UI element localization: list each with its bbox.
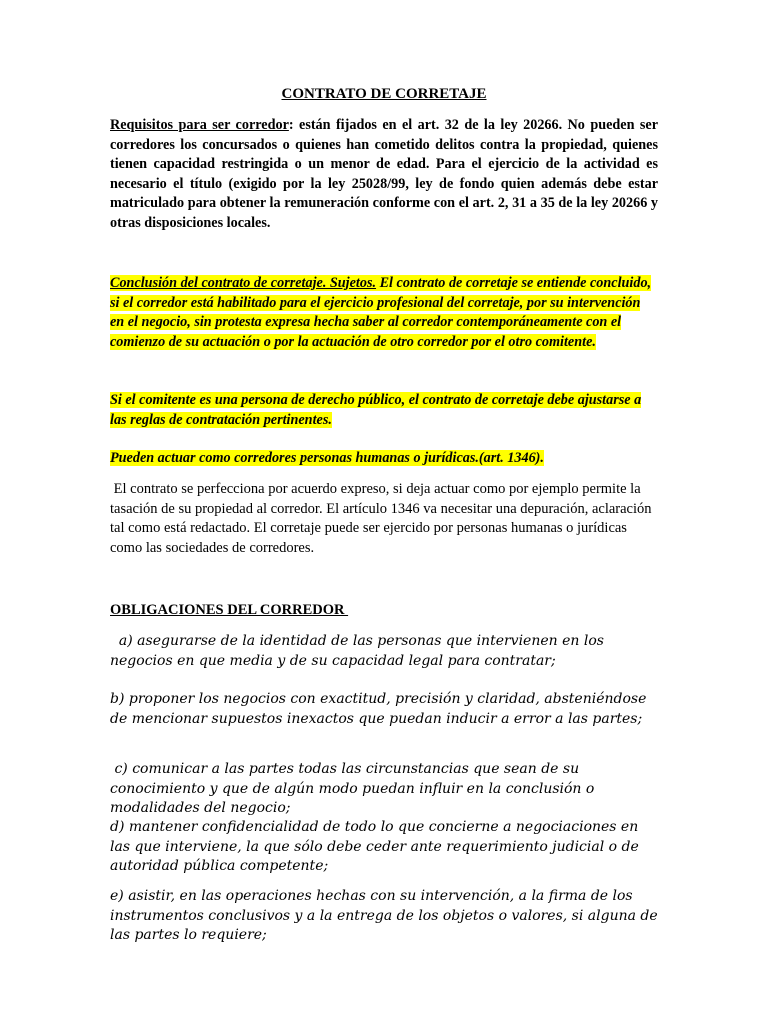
pueden-actuar-paragraph <box>110 449 658 469</box>
conclusion-paragraph <box>110 274 658 352</box>
conclusion-text: El contrato de corretaje se entiende concluido, si el corredor está habilitado para el ejercicio profesional del corretaje, por su intervención en el negocio, sin protesta expresa hecha saber al corredor contemporáneamente con el comienzo de su actuación o por la actuación de otro corredor por el otro comitente. <box>110 275 652 350</box>
obligacion-item-b: b) proponer los negocios con exactitud, precisión y claridad, absteniéndose de mencionar supuestos inexactos que puedan inducir a error a las partes; <box>110 691 647 727</box>
obligaciones-heading: OBLIGACIONES DEL CORREDOR <box>110 602 349 618</box>
obligacion-item-d: d) mantener confidencialidad de todo lo que concierne a negociaciones en las que interviene, la que sólo debe ceder ante requerimiento judicial o de autoridad pública competente; <box>110 819 639 874</box>
conclusion-label: Conclusión del contrato de corretaje. Sujetos. <box>110 275 377 291</box>
requisitos-label: Requisitos para ser corredor <box>110 117 289 133</box>
obligacion-item-a: a) asegurarse de la identidad de las personas que intervienen en los negocios en que media y de su capacidad legal para contratar; <box>110 633 609 669</box>
document-title: CONTRATO DE CORRETAJE <box>281 86 487 102</box>
pueden-actuar-text: Pueden actuar como corredores personas humanas o jurídicas.(art. 1346). <box>110 450 544 466</box>
derecho-publico-text: Si el comitente es una persona de derecho público, el contrato de corretaje debe ajustarse a las reglas de contratación pertinentes. <box>110 392 642 428</box>
derecho-publico-paragraph <box>110 391 658 430</box>
requisitos-paragraph <box>110 116 658 233</box>
obligacion-item-e: e) asistir, en las operaciones hechas con su intervención, a la firma de los instrumentos conclusivos y a la entrega de los objetos o valores, si alguna de las partes lo requiere; <box>110 888 658 943</box>
requisitos-text: : están fijados en el art. 32 de la ley 20266. No pueden ser corredores los concursados o quienes han cometido delitos contra la propiedad, quienes tienen capacidad restringida o un menor de edad. Para el ejercicio de la actividad es necesario el título (exigido por la ley 25028/99, ley de fondo quien además debe estar matriculado para obtener la remuneración conforme con el art. 2, 31 a 35 de la ley 20266 y otras disposiciones locales. <box>110 117 659 231</box>
obligacion-item-c: c) comunicar a las partes todas las circunstancias que sean de su conocimiento y que de algún modo puedan influir en la conclusión o modalidades del negocio; <box>110 761 599 816</box>
explicacion-paragraph: El contrato se perfecciona por acuerdo expreso, si deja actuar como por ejemplo permite la tasación de su propiedad al corredor. El artículo 1346 va necesitar una depuración, aclaración tal como está redactado. El corretaje puede ser ejercido por personas humanas o jurídicas como las sociedades de corredores. <box>110 481 656 556</box>
